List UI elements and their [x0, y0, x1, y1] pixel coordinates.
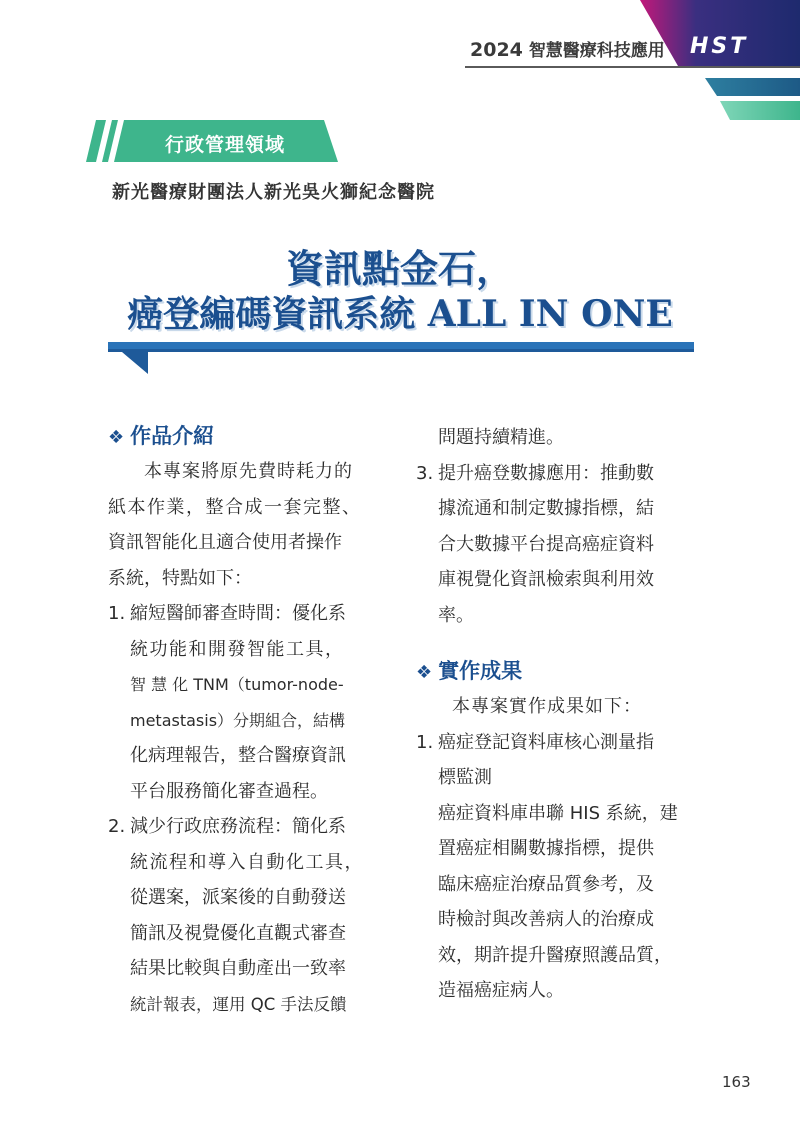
right-column — [416, 420, 698, 1009]
page-number: 163 — [722, 1073, 751, 1091]
organization-name: 新光醫療財團法人新光吳火獅紀念醫院 — [112, 182, 435, 203]
list-number: 3. — [416, 462, 434, 484]
section-heading-intro: ❖ 作品介紹 — [108, 424, 215, 448]
header-publication: 智慧醫療科技應用 — [528, 41, 665, 61]
text-line: 問題持續精進。 — [438, 427, 564, 448]
title-line-2: 癌登編碼資訊系統 ALL IN ONE — [127, 293, 673, 335]
list-number: 2. — [108, 816, 126, 837]
left-column — [108, 418, 384, 1022]
section-heading-results: ❖ 實作成果 — [416, 659, 523, 683]
category-tag: 行政管理領域 — [164, 134, 285, 156]
text-line: 統功能和開發智能工具， — [130, 638, 345, 660]
text-line: 系統，特點如下： — [108, 567, 252, 589]
text-line: 癌症登記資料庫核心測量指 — [438, 731, 654, 753]
list-item — [108, 809, 384, 1022]
header-title — [470, 36, 665, 61]
hst-logo: HST — [690, 34, 749, 59]
list-number: 1. — [416, 731, 434, 753]
text-line: 紙本作業，整合成一套完整、 — [108, 496, 362, 518]
list-item — [416, 725, 698, 1009]
text-line: 庫視覺化資訊檢索與利用效 — [438, 569, 654, 590]
text-line: 率。 — [438, 604, 474, 626]
text-line: 本專案將原先費時耗力的 — [144, 461, 353, 482]
text-line: 化病理報告，整合醫療資訊 — [130, 745, 346, 766]
text-line: 結果比較與自動產出一致率 — [130, 958, 346, 979]
text-line: 癌症資料庫串聯 HIS 系統，建 — [438, 802, 678, 824]
header-year: 2024 — [470, 39, 523, 61]
text-line: 提升癌登數據應用：推動數 — [438, 462, 654, 484]
text-line: 從選案，派案後的自動發送 — [130, 887, 346, 908]
title-underline-banner — [108, 336, 694, 376]
text-line: 據流通和制定數據指標，結 — [438, 498, 654, 519]
text-line: 標監測 — [438, 767, 492, 788]
text-line: 效，期許提升醫療照護品質， — [438, 944, 672, 966]
text-line: 統計報表，運用 QC 手法反饋 — [130, 994, 347, 1014]
title-line-1: 資訊點金石， — [285, 246, 514, 291]
text-line: 簡訊及視覺優化直觀式審查 — [130, 922, 346, 944]
header-decoration — [0, 0, 800, 130]
text-line: 本專案實作成果如下： — [452, 696, 642, 717]
list-item — [108, 596, 384, 809]
text-line: 合大數據平台提高癌症資料 — [438, 533, 654, 555]
text-line: 造福癌症病人。 — [438, 980, 564, 1001]
text-line: 置癌症相關數據指標，提供 — [438, 838, 654, 859]
list-item — [416, 456, 698, 634]
text-line: 臨床癌症治療品質參考，及 — [438, 873, 654, 895]
text-line: 統流程和導入自動化工具， — [130, 851, 364, 873]
text-line: 資訊智能化且適合使用者操作 — [108, 532, 342, 553]
text-line: 縮短醫師審查時間：優化系 — [130, 603, 346, 624]
text-line: metastasis）分期組合，結構 — [130, 710, 346, 730]
diamond-bullet-icon: ❖ — [416, 662, 433, 683]
diamond-bullet-icon: ❖ — [108, 427, 125, 448]
text-line: 時檢討與改善病人的治療成 — [438, 909, 654, 930]
list-number: 1. — [108, 603, 126, 624]
text-line: 平台服務簡化審查過程。 — [130, 780, 328, 802]
spacer — [416, 633, 698, 653]
header-rule — [465, 66, 800, 68]
text-line: 減少行政庶務流程：簡化系 — [130, 816, 346, 837]
text-line: 智 慧 化 TNM（tumor-node- — [130, 675, 344, 694]
